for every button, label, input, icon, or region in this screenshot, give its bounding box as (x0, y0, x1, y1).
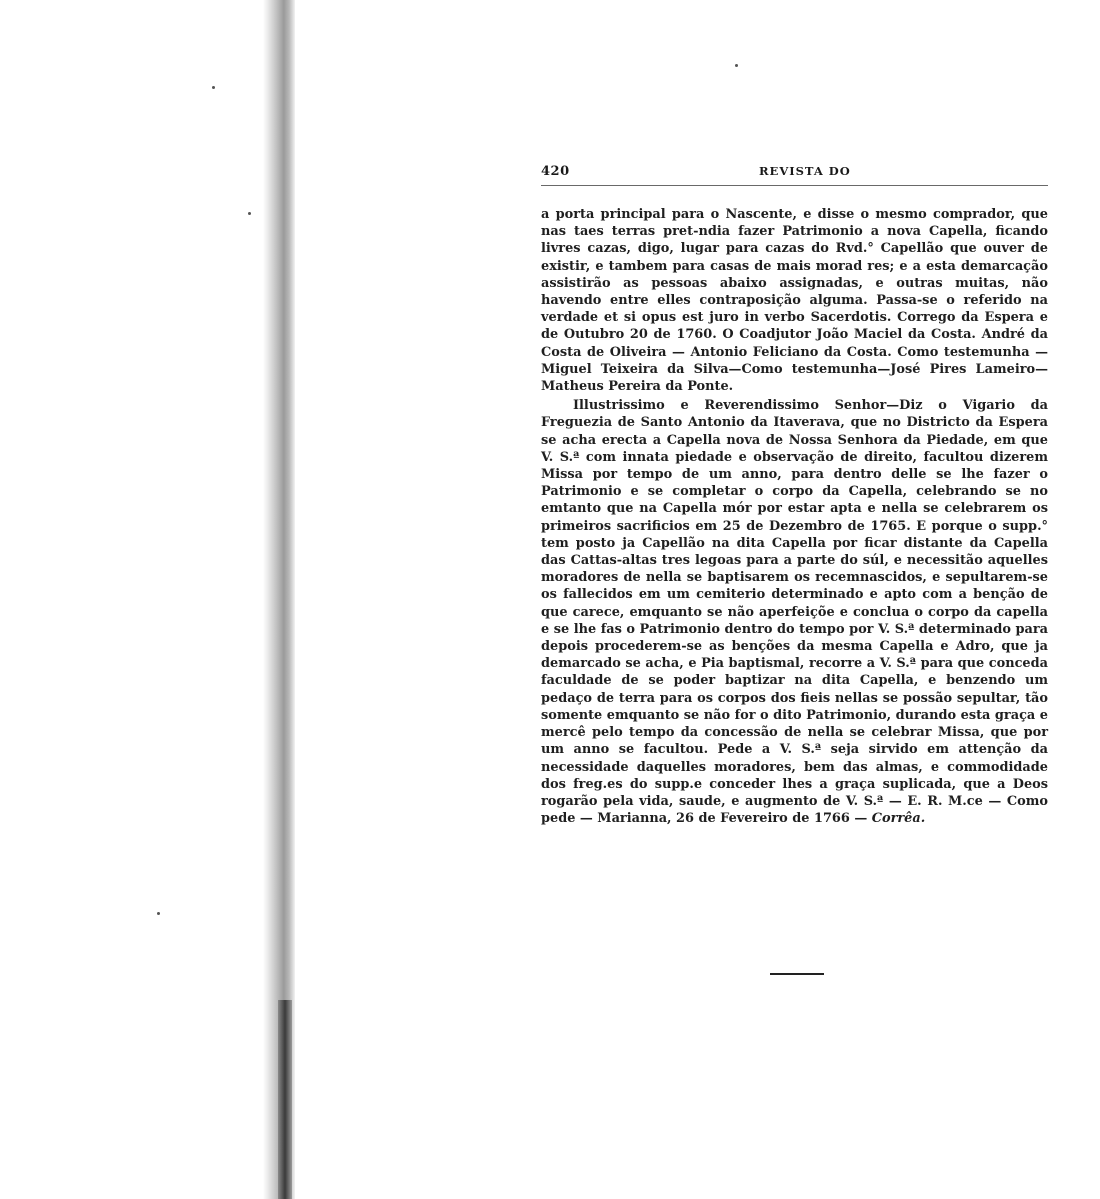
end-rule (770, 973, 824, 975)
running-header (541, 162, 1048, 182)
body-paragraph-1: a porta principal para o Nascente, e disse o mesmo comprador, que nas taes terras pret-ndia fazer Patrimonio a nova Capella, ficando livres cazas, digo, lugar para cazas do Rvd.° Capellão que ouver de existir, e tambem para casas de mais morad res; e a esta demarcação assistirão as pessoas abaixo assignadas, e outras muitas, não havendo entre elles contraposição alguma. Passa-se o referido na verdade et si opus est juro in verbo Sacerdotis. Corrego da Espera e de Outubro 20 de 1760. O Coadjutor João Maciel da Costa. André da Costa de Oliveira — Antonio Feliciano da Costa. Como testemunha — Miguel Teixeira da Silva—Como testemunha—José Pires Lameiro—Matheus Pereira da Ponte. (541, 207, 1048, 395)
signature: Corrêa. (871, 811, 926, 827)
scan-speck (157, 912, 160, 915)
scan-speck (248, 212, 251, 215)
document-page (541, 162, 1048, 827)
body-paragraph-2 (541, 397, 1048, 827)
header-rule (541, 185, 1048, 186)
page-number: 420 (541, 164, 570, 179)
running-title: REVISTA DO (759, 164, 851, 178)
petition-text: Illustrissimo e Reverendissimo Senhor—Diz o Vigario da Freguezia de Santo Antonio da Itaverava, que no Districto da Espera se acha erecta a Capella nova de Nossa Senhora da Piedade, em que V. S.ª com innata piedade e observação de direito, facultou dizerem Missa por tempo de um anno, para dentro delle se lhe fazer o Patrimonio e se completar o corpo da Capella, celebrando se no emtanto que na Capella mór por estar apta e nella se celebrarem os primeiros sacrificios em 25 de Dezembro de 1765. E porque o supp.° tem posto ja Capellão na dita Capella por ficar distante da Capella das Cattas-altas tres legoas para a parte do súl, e necessitão aquelles moradores de nella se baptisarem os recemnascidos, e sepultarem-se os fallecidos em um cemiterio determinado e apto com a benção de que carece, emquanto se não aperfeiçõe e conclua o corpo da capella e se lhe fas o Patrimonio dentro do tempo por V. S.ª determinado para depois procederem-se as benções da mesma Capella e Adro, que ja demarcado se acha, e Pia baptismal, recorre a V. S.ª para que conceda faculdade de se poder baptizar na dita Capella, e benzendo um pedaço de terra para os corpos dos fieis nellas se possão sepultar, tão somente emquanto se não for o dito Patrimonio, durando esta graça e mercê pelo tempo da concessão de nella se celebrar Missa, que por um anno se facultou. Pede a V. S.ª seja sirvido em attenção da necessidade daquelles moradores, bem das almas, e commodidade dos freg.es do supp.e conceder lhes a graça suplicada, que a Deos rogarão pela vida, saude, e augmento de V. S.ª — E. R. M.ce — Como pede — Marianna, 26 de Fevereiro de 1766 — (541, 398, 1048, 827)
book-gutter-dark-edge (278, 1000, 292, 1199)
scan-speck (735, 64, 738, 67)
scan-speck (212, 86, 215, 89)
